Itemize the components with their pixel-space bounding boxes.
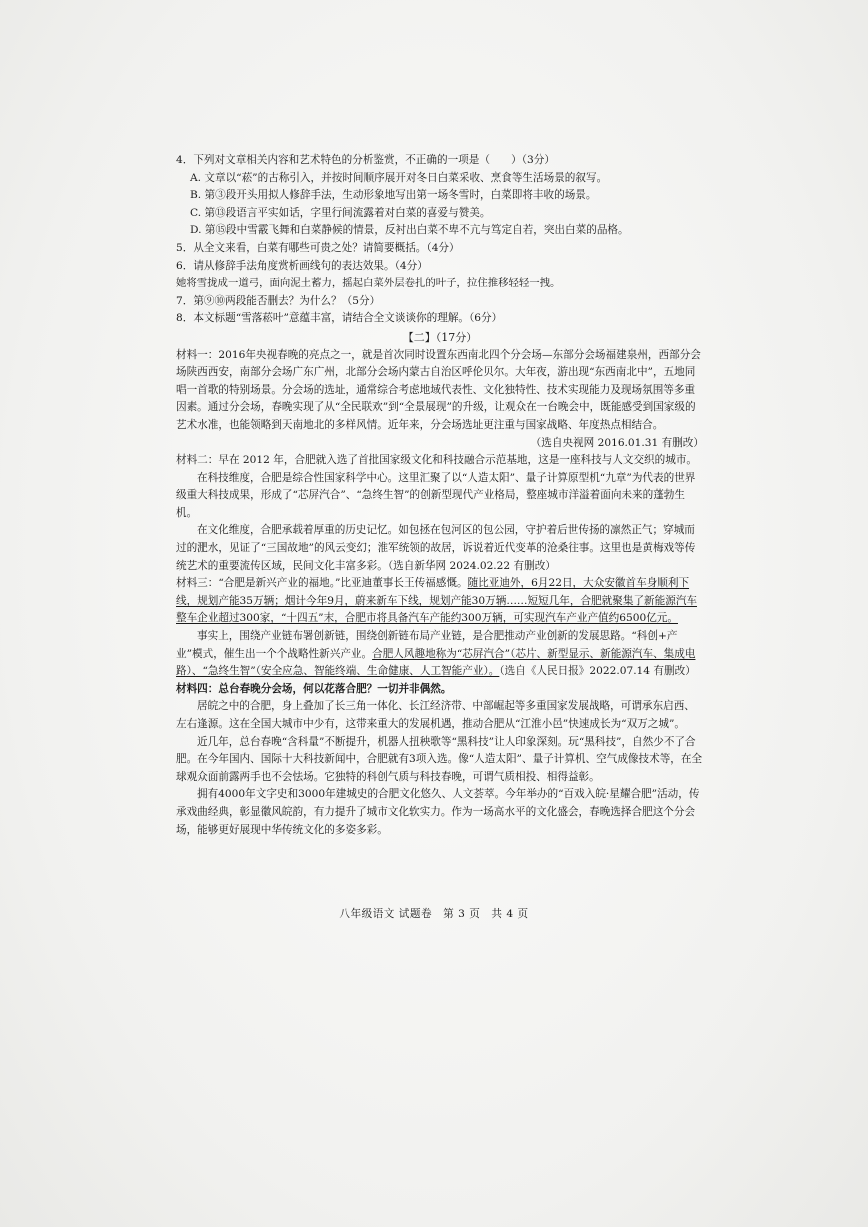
material-4-title: 材料四：总台春晚分会场，何以花落合肥？一切并非偶然。 <box>176 682 452 695</box>
material-3-source: （选自《人民日报》2022.07.14 有删改） <box>499 665 696 678</box>
material-3-paragraph-1-underlined: 合肥人风趣地称为“芯屏汽合”（芯片、新型显示、新能源汽车、集成电路）、“急终生智”（安全应急、智能终端、生命健康、人工智能产业）。 <box>176 647 696 678</box>
material-3-paragraph-1-text: 事实上，围绕产业链布署创新链，围绕创新链布局产业链，是合肥推动产业创新的发展思路。“科创+产业”模式，催生出一个个战略性新兴产业。 <box>176 630 678 660</box>
question-4-stem: 4．下列对文章相关内容和艺术特色的分析鉴赏，不正确的一项是（ ）（3分） <box>176 154 555 166</box>
question-4-option-d: D. 第⑮段中雪霰飞舞和白菜静候的情景，反衬出白菜不卑不亢与笃定自若，突出白菜的品格。 <box>190 224 629 237</box>
material-3-lead: 材料三：“合肥是新兴产业的福地。”比亚迪董事长王传福感慨。 <box>176 577 468 590</box>
material-3-paragraph-1 <box>176 628 704 681</box>
material-2: 材料二：早在 2012 年，合肥就入选了首批国家级文化和科技融合示范基地，这是一座科技与人文交织的城市。 <box>176 454 698 467</box>
material-1-source: （选自央视网 2016.01.31 有删改） <box>530 436 704 449</box>
question-6-quote: 她将雪拢成一道弓，面向泥土蓄力，摇起白菜外层卷扎的叶子，拉住推移轻轻一拽。 <box>176 277 561 290</box>
page-content <box>176 152 704 839</box>
page-footer: 八年级语文 试题卷 第 3 页 共 4 页 <box>339 908 529 920</box>
material-4-paragraph-2: 近几年，总台春晚“含科量”不断提升，机器人扭秧歌等“黑科技”让人印象深刻。玩“黑科技”，自然少不了合肥。在今年国内、国际十大科技新闻中，合肥就有3项入选。像“人造太阳”、量子计算机、空气成像技术等，在全球观众面前露两手也不会怯场。它独特的科创气质与科技春晚，可谓气质相投、相得益彰。 <box>176 735 703 783</box>
section-2-title: 【二】（17分） <box>402 330 478 344</box>
question-4-option-c: C. 第⑬段语言平实如话，字里行间流露着对白菜的喜爱与赞美。 <box>190 206 491 219</box>
material-4-paragraph-1: 居皖之中的合肥，身上叠加了长三角一体化、长江经济带、中部崛起等多重国家发展战略，可谓承东启西、左右逢源。这在全国大城市中少有，这带来重大的发展机遇，推动合肥从“江淮小邑”快速成长为“双万之城”。 <box>176 700 695 730</box>
question-6: 6．请从修辞手法角度赏析画线句的表达效果。（4分） <box>176 259 428 272</box>
question-7: 7．第⑨⑩两段能否删去？为什么？（5分） <box>176 294 381 307</box>
question-8: 8．本文标题“雪落菘叶”意蕴丰富，请结合全文谈谈你的理解。（6分） <box>176 312 503 325</box>
material-2-paragraph-1: 在科技维度，合肥是综合性国家科学中心。这里汇聚了以“人造太阳”、量子计算原型机“九章”为代表的世界级重大科技成果，形成了“芯屏汽合”、“急终生智”的创新型现代产业格局，整座城市洋溢着面向未来的蓬勃生机。 <box>176 471 696 519</box>
question-4-option-a: A. 文章以“菘”的古称引入，并按时间顺序展开对冬日白菜采收、烹食等生活场景的叙写。 <box>190 171 608 184</box>
material-3-underlined: 随比亚迪外，6月22日，大众安徽首车身顺利下线，规划产能35万辆；烟计今年9月，蔚来新车下线，规划产能30万辆……短短几年，合肥就聚集了新能源汽车整车企业超过300家，“十四五”末，合肥市将具备汽车产能约300万辆，可实现汽车产业产值约6500亿元。 <box>176 577 698 625</box>
material-3 <box>176 575 704 628</box>
material-2-paragraph-2-text: 在文化维度，合肥承载着厚重的历史记忆。如包拯在包河区的包公园，守护着后世传扬的凛然正气；穿城而过的淝水，见证了“三国故地”的风云变幻；淮军统领的故居，诉说着近代变革的沧桑往事。这里也是黄梅戏等传统艺术的重要流传区域，民间文化丰富多彩。 <box>176 524 696 572</box>
material-2-source: （选自新华网 2024.02.22 有删改） <box>387 559 556 572</box>
material-1: 材料一：2016年央视春晚的亮点之一，就是首次同时设置东西南北四个分会场—东部分会场福建泉州，西部分会场陕西西安，南部分会场广东广州，北部分会场内蒙古自治区呼伦贝尔。大年夜，游出现“东西南北中”，五地同唱一首歌的特别场景。分会场的选址，通常综合考虑地域代表性、文化独特性、技术实现能力及现场氛围等多重因素。通过分会场，春晚实现了从“全民联欢”到“全景展现”的升级，让观众在一台晚会中，既能感受到国家级的艺术水准，也能领略到天南地北的多样风情。近年来，分会场选址更注重与国家战略、年度热点相结合。 <box>176 348 701 431</box>
question-5: 5．从全文来看，白菜有哪些可贵之处？请简要概括。（4分） <box>176 241 460 254</box>
material-2-paragraph-2 <box>176 522 704 575</box>
material-4-paragraph-3: 拥有4000年文字史和3000年建城史的合肥文化悠久、人文荟萃。今年举办的“百戏入皖·星耀合肥”活动，传承戏曲经典，彰显徽风皖韵，有力提升了城市文化软实力。作为一场高水平的文化盛会，春晚选择合肥这个分会场，能够更好展现中华传统文化的多姿多彩。 <box>176 788 700 836</box>
question-4-option-b: B. 第③段开头用拟人修辞手法，生动形象地写出第一场冬雪时，白菜即将丰收的场景。 <box>190 189 597 202</box>
